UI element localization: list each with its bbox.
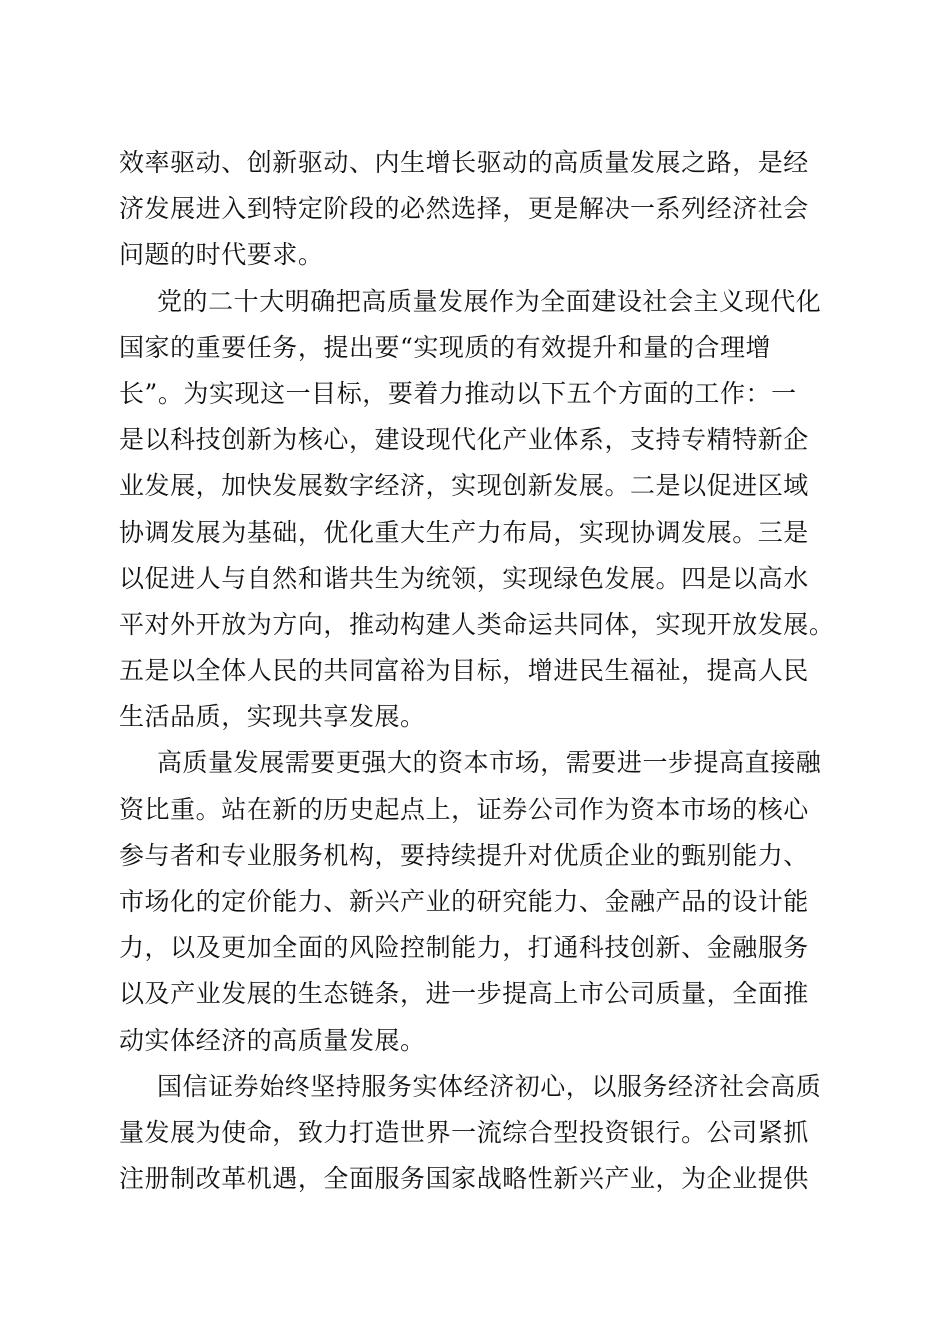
text-line: 五是以全体人民的共同富裕为目标，增进民生福祉，提高人民: [119, 656, 809, 686]
text-line: 以及产业发展的生态链条，进一步提高上市公司质量，全面推: [119, 979, 809, 1009]
text-line: 效率驱动、创新驱动、内生增长驱动的高质量发展之路，是经: [119, 148, 809, 177]
body-text: [119, 140, 839, 1202]
text-line: 国家的重要任务，提出要“实现质的有效提升和量的合理增: [119, 332, 772, 362]
text-line: 资比重。站在新的历史起点上，证券公司作为资本市场的核心: [119, 794, 809, 824]
text-line: 以促进人与自然和谐共生为统领，实现绿色发展。四是以高水: [119, 563, 809, 593]
text-line: 动实体经济的高质量发展。: [119, 1025, 426, 1055]
text-line: 注册制改革机遇，全面服务国家战略性新兴产业，为企业提供: [119, 1164, 809, 1194]
text-line: 市场化的定价能力、新兴产业的研究能力、金融产品的设计能: [119, 887, 809, 916]
paragraph-first-line: 高质量发展需要更强大的资本市场，需要进一步提高直接融: [157, 748, 822, 778]
text-line: 力，以及更加全面的风险控制能力，打通科技创新、金融服务: [119, 933, 809, 963]
text-line: 参与者和专业服务机构，要持续提升对优质企业的甄别能力、: [119, 840, 809, 870]
text-line: 济发展进入到特定阶段的必然选择，更是解决一系列经济社会: [119, 194, 809, 224]
text-line: 协调发展为基础，优化重大生产力布局，实现协调发展。三是: [119, 517, 809, 547]
paragraph-first-line: 国信证券始终坚持服务实体经济初心，以服务经济社会高质: [157, 1071, 822, 1101]
text-line: 量发展为使命，致力打造世界一流综合型投资银行。公司紧抓: [119, 1117, 809, 1147]
text-line: 业发展，加快发展数字经济，实现创新发展。二是以促进区域: [119, 471, 809, 501]
text-line: 生活品质，实现共享发展。: [119, 702, 426, 732]
text-line: 问题的时代要求。: [119, 240, 324, 270]
text-line: 平对外开放为方向，推动构建人类命运共同体，实现开放发展。: [119, 609, 835, 639]
text-line: 长”。为实现这一目标，要着力推动以下五个方面的工作：一: [119, 378, 797, 408]
paragraph-first-line: 党的二十大明确把高质量发展作为全面建设社会主义现代化: [157, 286, 822, 316]
text-line: 是以科技创新为核心，建设现代化产业体系，支持专精特新企: [119, 425, 809, 455]
